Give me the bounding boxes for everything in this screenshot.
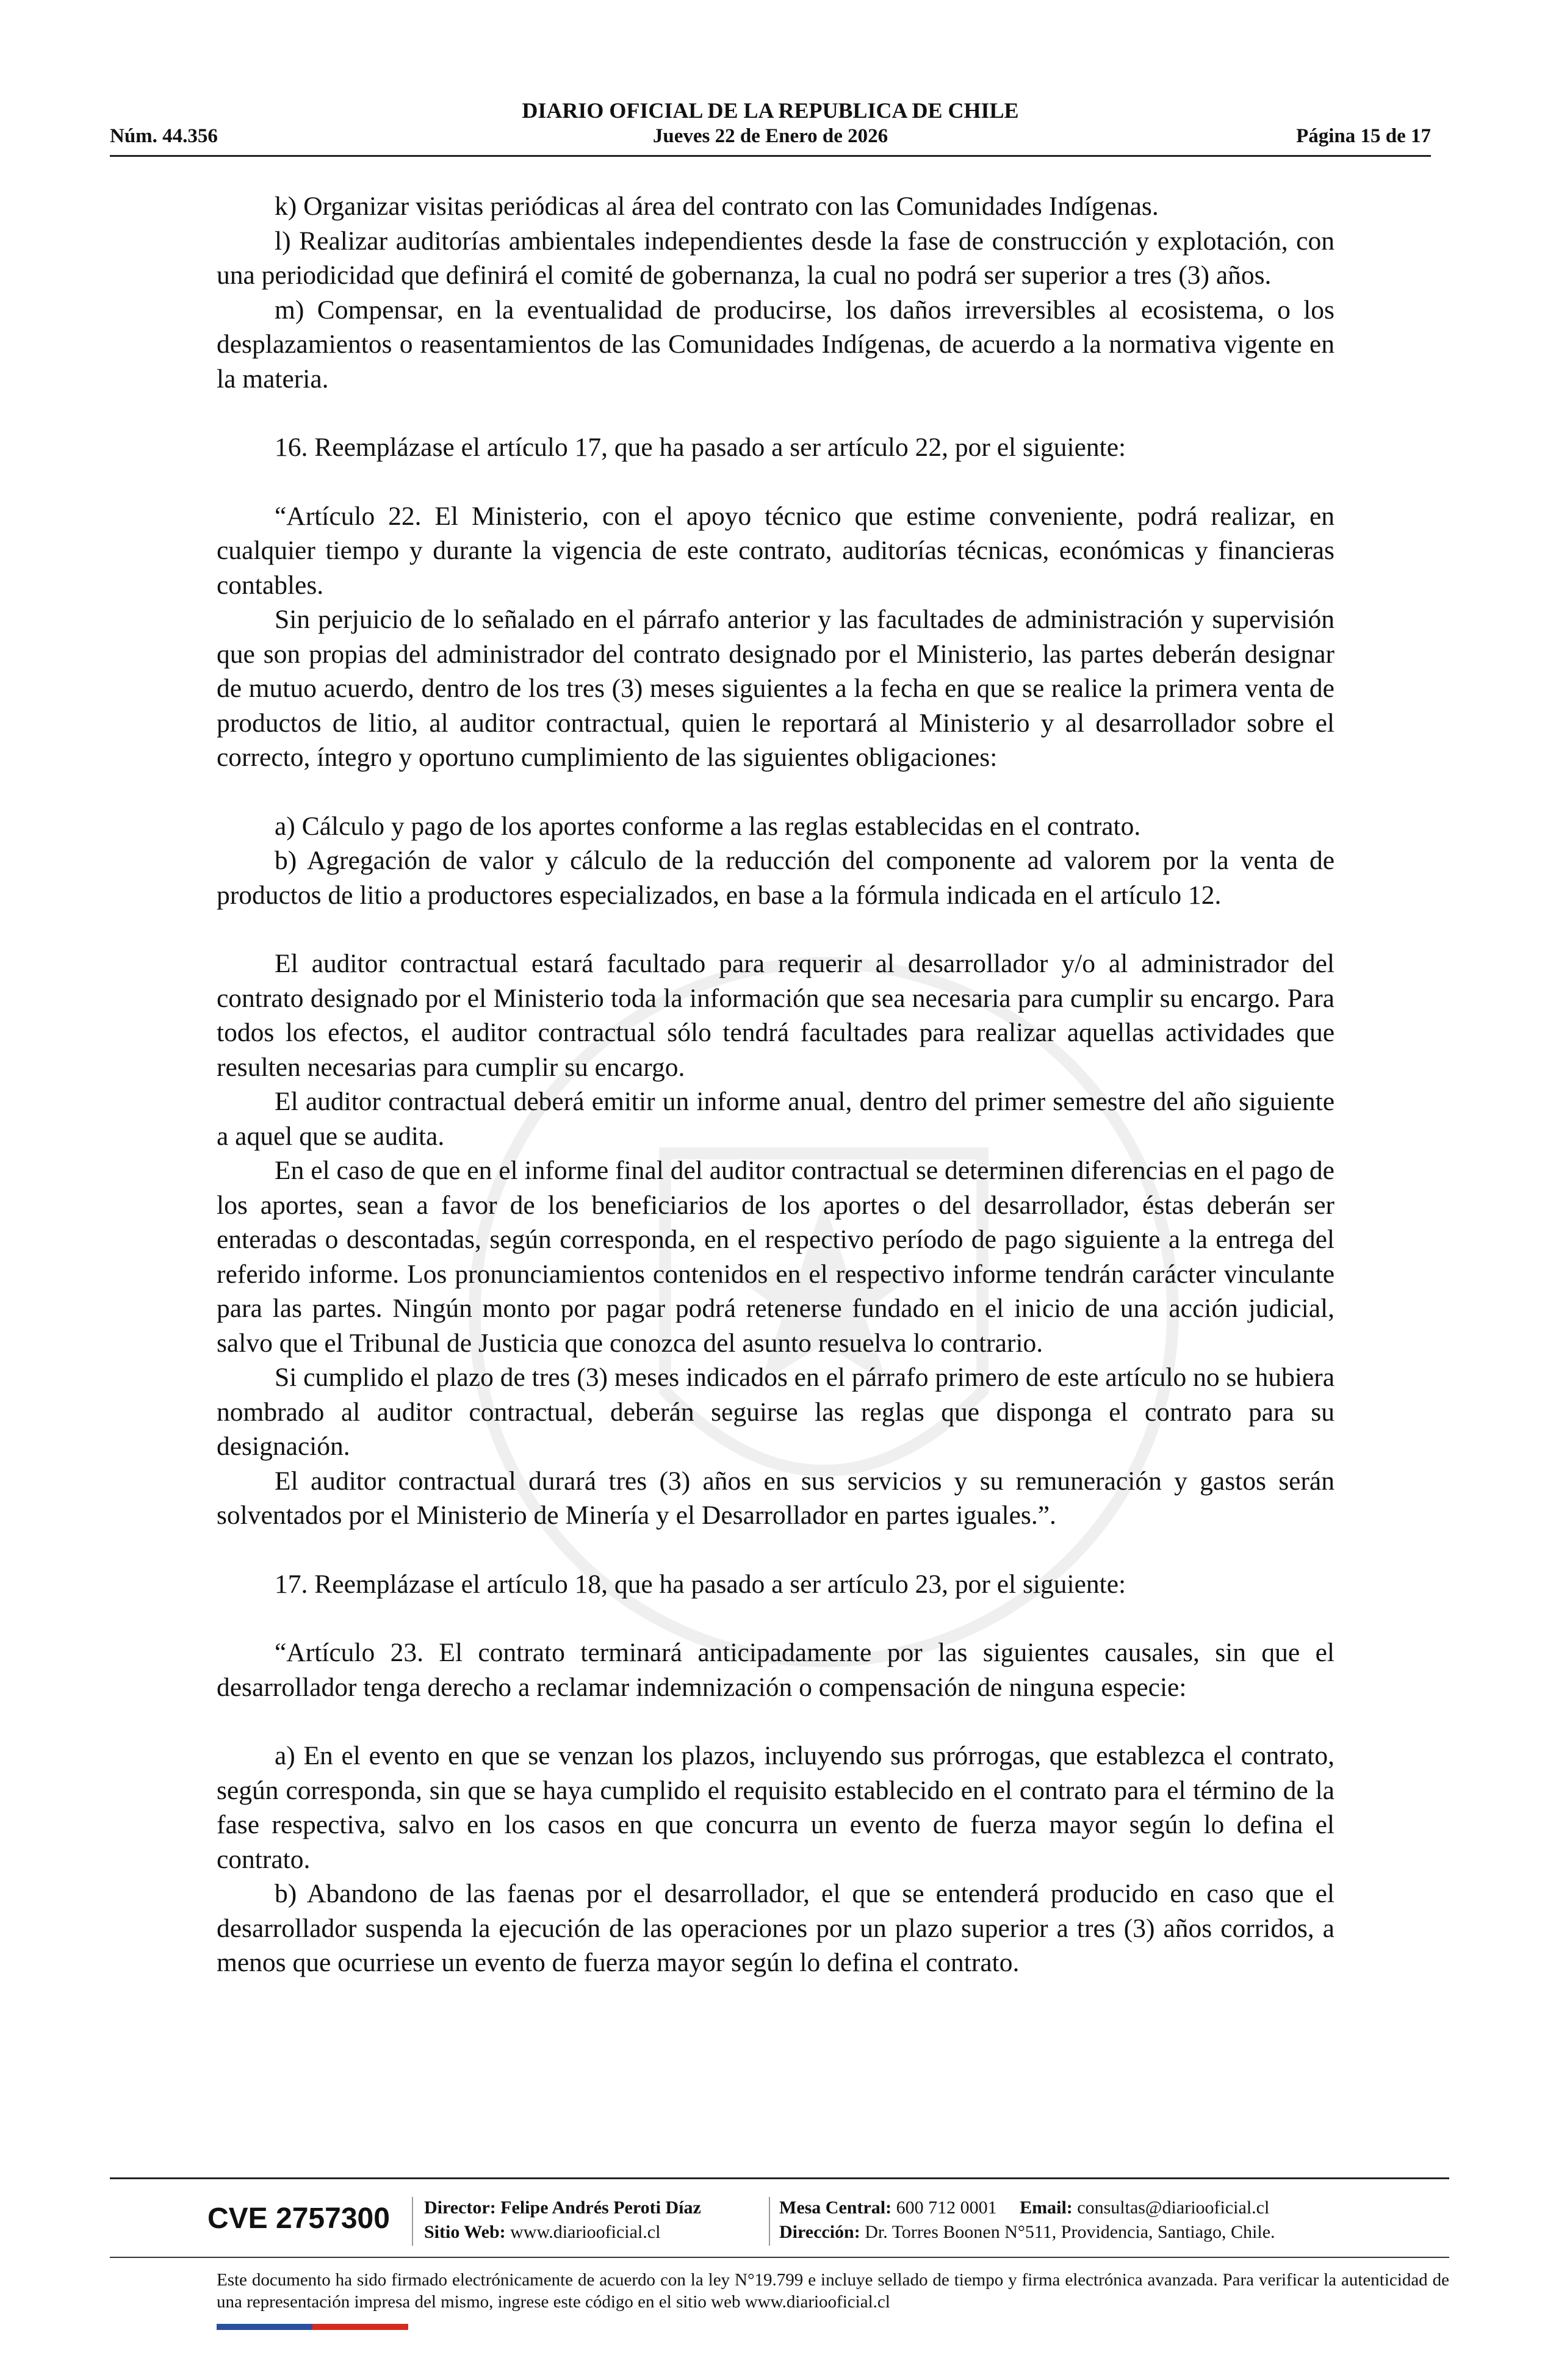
paragraph-l: l) Realizar auditorías ambientales independientes desde la fase de construcción y explotación, con una periodicidad que definirá el comité de gobernanza, la cual no podrá ser superior a tres (3) años. xyxy=(217,226,1334,290)
flag-color-bar xyxy=(217,2324,408,2330)
document-body xyxy=(217,189,1334,1980)
article-22-duration: El auditor contractual durará tres (3) años en sus servicios y su remuneración y gastos serán solventados por el Ministerio de Minería y el Desarrollador en partes iguales.”. xyxy=(217,1466,1334,1530)
phone-label: Mesa Central: xyxy=(779,2198,892,2218)
article-22-item-a: a) Cálculo y pago de los aportes conforme a las reglas establecidas en el contrato. xyxy=(275,811,1141,841)
footer-top-divider xyxy=(110,2177,1449,2179)
footer-vertical-divider xyxy=(769,2197,770,2246)
paragraph-k: k) Organizar visitas periódicas al área del contrato con las Comunidades Indígenas. xyxy=(275,192,1159,221)
issue-date: Jueves 22 de Enero de 2026 xyxy=(652,125,888,147)
publication-title: DIARIO OFICIAL DE LA REPUBLICA DE CHILE xyxy=(522,98,1019,123)
page-header xyxy=(110,92,1431,159)
website-label: Sitio Web: xyxy=(424,2222,506,2242)
address-label: Dirección: xyxy=(779,2222,860,2242)
address-value: Dr. Torres Boonen N°511, Providencia, Santiago, Chile. xyxy=(865,2222,1275,2242)
article-23-intro: “Artículo 23. El contrato terminará anticipadamente por las siguientes causales, sin que el desarrollador tenga derecho a reclamar indemnización o compensación de ninguna especie: xyxy=(217,1638,1334,1702)
contact-block xyxy=(779,2196,1275,2245)
header-divider xyxy=(110,155,1431,157)
page-indicator: Página 15 de 17 xyxy=(1296,125,1431,147)
article-22-designation: Si cumplido el plazo de tres (3) meses indicados en el párrafo primero de este artículo no se hubiera nombrado al auditor contractual, deberán seguirse las reglas que disponga el contrato para su designación. xyxy=(217,1363,1334,1461)
footer-vertical-divider xyxy=(412,2197,413,2246)
electronic-signature-note: Este documento ha sido firmado electrónicamente de acuerdo con la ley N°19.799 e incluye sellado de tiempo y firma electrónica avanzada. Para verificar la autenticidad de una representación impresa del mismo, ingrese este código en el sitio web www.diariooficial.cl xyxy=(217,2270,1449,2312)
paragraph-m: m) Compensar, en la eventualidad de producirse, los daños irreversibles al ecosistema, o los desplazamientos o reasentamientos de las Comunidades Indígenas, de acuerdo a la normativa vigente en la materia. xyxy=(217,295,1334,394)
article-22-paragraph: Sin perjuicio de lo señalado en el párrafo anterior y las facultades de administración y supervisión que son propias del administrador del contrato designado por el Ministerio, las partes deberán designar de mutuo acuerdo, dentro de los tres (3) meses siguientes a la fecha en que se realice la primera venta de productos de litio, al auditor contractual, quien le reportará al Ministerio y al desarrollador sobre el correcto, íntegro y oportuno cumplimiento de las siguientes obligaciones: xyxy=(217,605,1334,772)
website-link[interactable]: www.diariooficial.cl xyxy=(510,2222,661,2242)
footer-middle-divider xyxy=(110,2257,1449,2258)
article-23-item-a: a) En el evento en que se venzan los plazos, incluyendo sus prórrogas, que establezca el contrato, según corresponda, sin que se haya cumplido el requisito establecido en el contrato para el término de la fase respectiva, salvo en los casos en que concurra un evento de fuerza mayor según lo defina el contrato. xyxy=(217,1741,1334,1874)
article-22-intro: “Artículo 22. El Ministerio, con el apoyo técnico que estime conveniente, podrá realizar, en cualquier tiempo y durante la vigencia de este contrato, auditorías técnicas, económicas y financieras contables. xyxy=(217,501,1334,600)
article-22-annual-report: El auditor contractual deberá emitir un informe anual, dentro del primer semestre del año siguiente a aquel que se audita. xyxy=(217,1087,1334,1151)
director-label: Director: xyxy=(424,2198,496,2218)
section-16-heading: 16. Reemplázase el artículo 17, que ha pasado a ser artículo 22, por el siguiente: xyxy=(275,433,1126,462)
flag-blue-segment xyxy=(217,2324,312,2330)
article-22-item-b: b) Agregación de valor y cálculo de la reducción del componente ad valorem por la venta de productos de litio a productores especializados, en base a la fórmula indicada en el artículo 12. xyxy=(217,846,1334,910)
phone-value: 600 712 0001 xyxy=(896,2198,997,2218)
director-name: Felipe Andrés Peroti Díaz xyxy=(500,2198,701,2218)
flag-red-segment xyxy=(312,2324,408,2330)
director-block xyxy=(424,2196,701,2245)
article-22-differences: En el caso de que en el informe final del auditor contractual se determinen diferencias en el pago de los aportes, sean a favor de los beneficiarios de los aportes o del desarrollador, éstas deberán ser enteradas o descontadas, según corresponda, en el respectivo período de pago siguiente a la entrega del referido informe. Los pronunciamientos contenidos en el respectivo informe tendrán carácter vinculante para las partes. Ningún monto por pagar podrá retenerse fundado en el inicio de una acción judicial, salvo que el Tribunal de Justicia que conozca del asunto resuelva lo contrario. xyxy=(217,1156,1334,1358)
article-23-item-b: b) Abandono de las faenas por el desarrollador, el que se entenderá producido en caso que el desarrollador suspenda la ejecución de las operaciones por un plazo superior a tres (3) años corridos, a menos que ocurriese un evento de fuerza mayor según lo defina el contrato. xyxy=(217,1879,1334,1977)
page-footer xyxy=(110,2177,1449,2360)
section-17-heading: 17. Reemplázase el artículo 18, que ha pasado a ser artículo 23, por el siguiente: xyxy=(275,1569,1126,1599)
cve-code: CVE 2757300 xyxy=(207,2202,390,2235)
email-link[interactable]: consultas@diariooficial.cl xyxy=(1077,2198,1270,2218)
article-22-auditor-powers: El auditor contractual estará facultado para requerir al desarrollador y/o al administrador del contrato designado por el Ministerio toda la información que sea necesaria para cumplir su encargo. Para todos los efectos, el auditor contractual sólo tendrá facultades para realizar aquellas actividades que resulten necesarias para cumplir su encargo. xyxy=(217,949,1334,1082)
email-label: Email: xyxy=(1020,2198,1073,2218)
issue-number: Núm. 44.356 xyxy=(110,125,218,147)
